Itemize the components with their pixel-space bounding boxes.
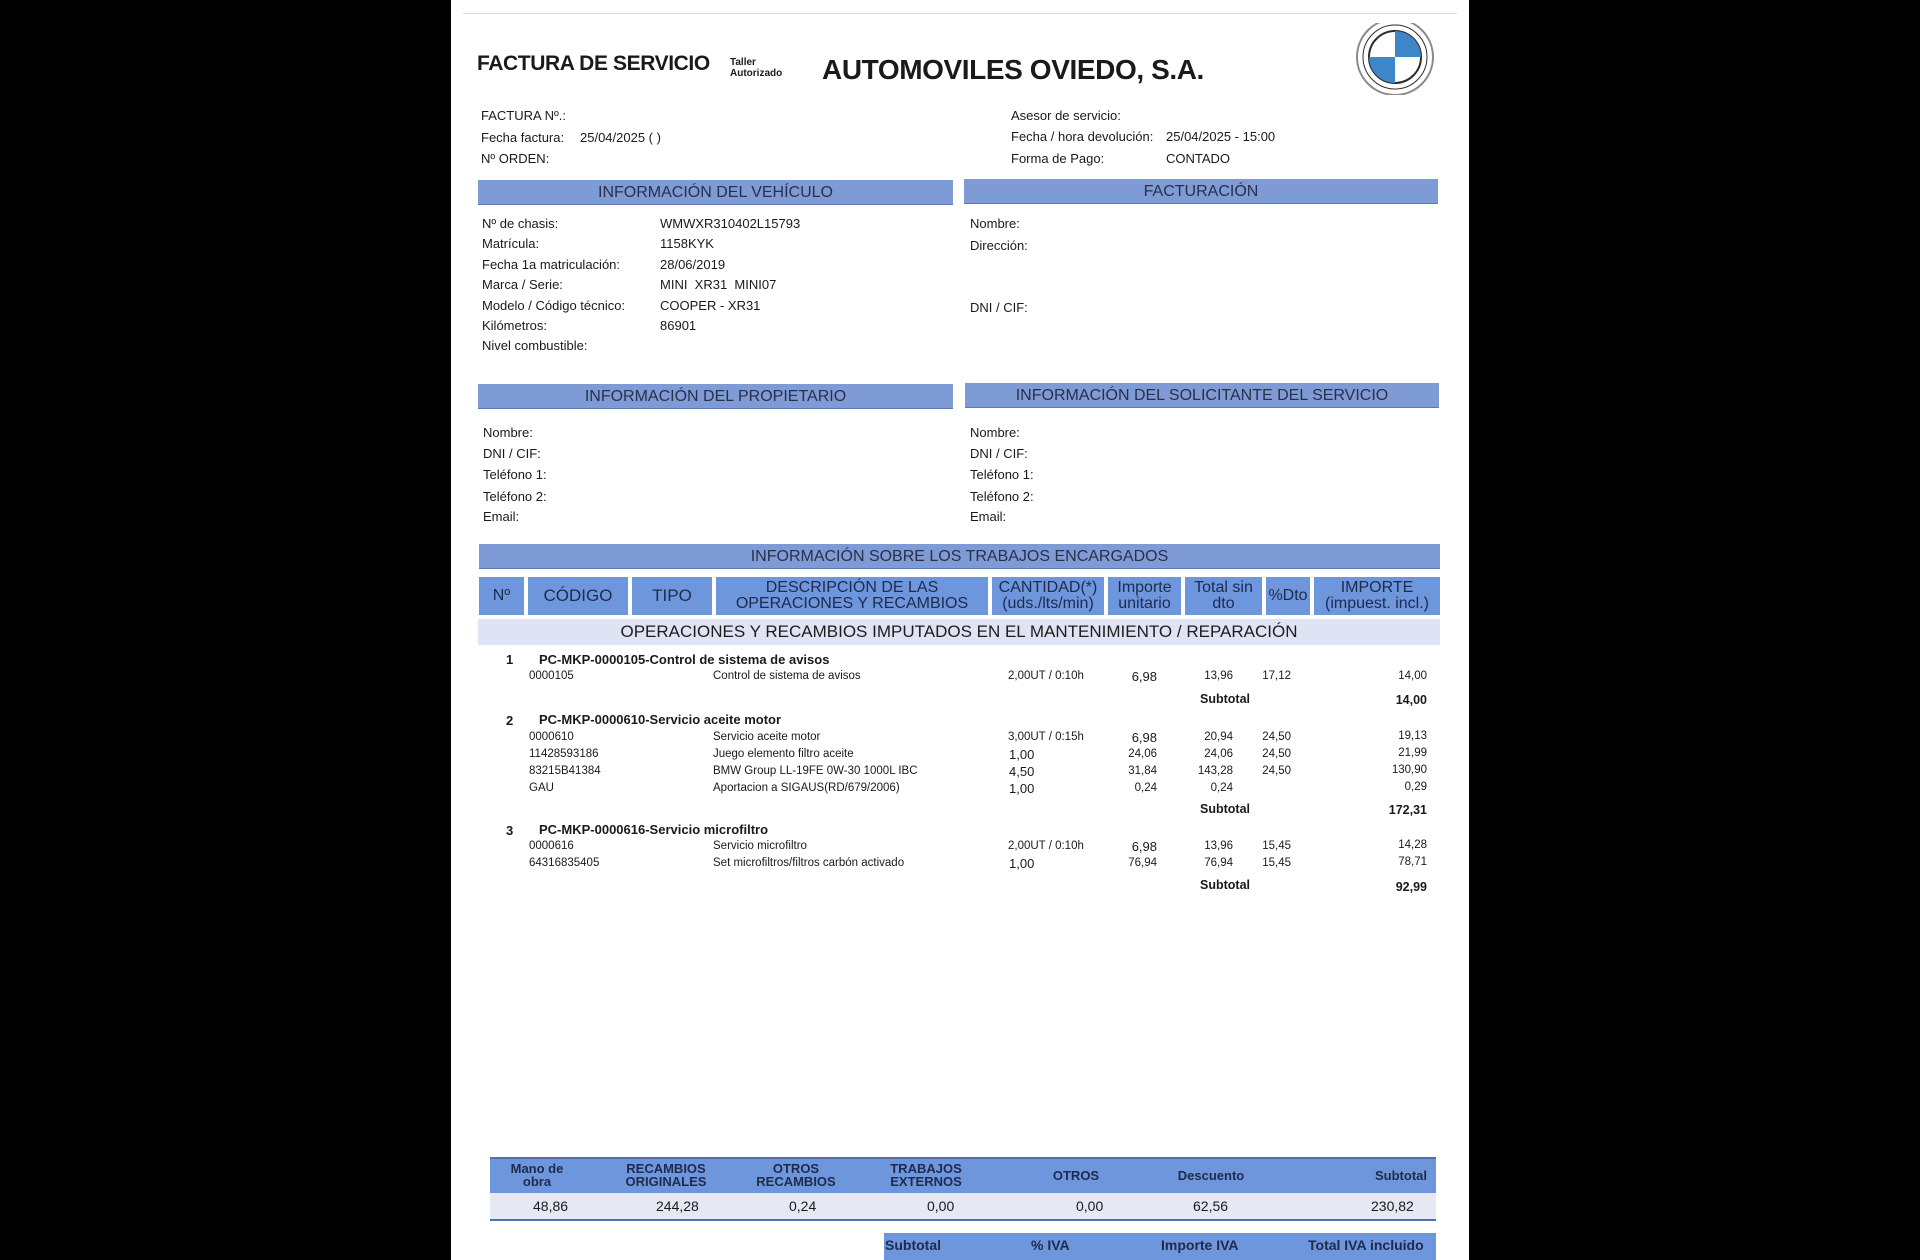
summary-value-descuento: 62,56 xyxy=(1193,1198,1229,1214)
summary-header-recambios xyxy=(611,1157,721,1193)
row-dto: 24,50 xyxy=(1262,731,1291,743)
fecha-factura-label: Fecha factura: xyxy=(481,130,565,145)
col-header-descripcion-line2: OPERACIONES Y RECAMBIOS xyxy=(735,595,969,612)
document-title: FACTURA DE SERVICIO xyxy=(477,52,710,75)
owner-label-email: Email: xyxy=(483,509,520,524)
row-dto: 24,50 xyxy=(1262,748,1291,760)
vehicle-label-marca: Marca / Serie: xyxy=(482,277,563,292)
summary-value-subtotal: 230,82 xyxy=(1371,1198,1414,1214)
vehicle-label-modelo: Modelo / Código técnico: xyxy=(482,298,626,313)
row-unit: 6,98 xyxy=(1131,839,1157,854)
vehicle-label-chasis: Nº de chasis: xyxy=(482,216,559,231)
summary-header-mano-line2: obra xyxy=(522,1174,552,1189)
factura-number-label: FACTURA Nº.: xyxy=(481,108,566,123)
row-desc: Servicio microfiltro xyxy=(713,840,807,852)
group-title: PC-MKP-0000610-Servicio aceite motor xyxy=(539,712,782,727)
col-header-total-sin-dto xyxy=(1185,577,1262,615)
col-header-total-line2: dto xyxy=(1212,595,1235,612)
row-desc: Servicio aceite motor xyxy=(713,731,821,743)
row-importe: 19,13 xyxy=(1398,730,1427,742)
fecha-factura-value: 25/04/2025 ( ) xyxy=(580,130,661,145)
row-desc: Control de sistema de avisos xyxy=(713,670,861,682)
row-code: 64316835405 xyxy=(529,857,600,869)
row-dto: 24,50 xyxy=(1262,765,1291,777)
row-qty: 1,00 xyxy=(1009,747,1035,762)
row-dto: 15,45 xyxy=(1262,857,1291,869)
col-header-cantidad xyxy=(992,577,1104,615)
row-unit: 24,06 xyxy=(1128,748,1157,760)
row-importe: 14,28 xyxy=(1398,839,1427,851)
group-title: PC-MKP-0000105-Control de sistema de avisos xyxy=(539,652,830,667)
col-header-importe-unitario-line2: unitario xyxy=(1118,595,1171,612)
summary-header-mano-obra xyxy=(496,1157,578,1193)
summary-header-trabajos-line2: EXTERNOS xyxy=(890,1174,962,1189)
col-header-importe-unitario xyxy=(1108,577,1181,615)
row-importe: 21,99 xyxy=(1398,747,1427,759)
col-header-cantidad-line1: CANTIDAD(*) xyxy=(998,579,1098,596)
group-number: 1 xyxy=(506,652,514,667)
row-total: 13,96 xyxy=(1204,840,1233,852)
col-header-codigo: CÓDIGO xyxy=(528,577,628,615)
row-code: 0000105 xyxy=(529,670,574,682)
row-unit: 6,98 xyxy=(1131,730,1157,745)
row-total: 0,24 xyxy=(1210,782,1233,794)
row-code: 11428593186 xyxy=(529,748,599,760)
summary-value-mano-obra: 48,86 xyxy=(533,1198,569,1214)
row-desc: Juego elemento filtro aceite xyxy=(713,748,854,760)
pago-label: Forma de Pago: xyxy=(1011,151,1105,166)
group-number: 3 xyxy=(506,823,514,838)
requester-label-telefono2: Teléfono 2: xyxy=(970,489,1034,504)
row-dto: 17,12 xyxy=(1262,670,1291,682)
col-header-importe-line2: (impuest. incl.) xyxy=(1324,595,1430,612)
summary-header-recambios-line1: RECAMBIOS xyxy=(626,1161,706,1176)
vehicle-value-matricula: 1158KYK xyxy=(660,236,714,251)
col-header-importe-line1: IMPORTE xyxy=(1340,579,1414,596)
row-qty: 1,00 xyxy=(1009,781,1035,796)
row-unit: 31,84 xyxy=(1128,765,1157,777)
summary-header-descuento: Descuento xyxy=(1177,1167,1245,1183)
summary-header-mano-line1: Mano de xyxy=(510,1161,564,1176)
iva-header-importe: Importe IVA xyxy=(1161,1237,1239,1253)
subtotal-label: Subtotal xyxy=(1200,802,1250,816)
subtotal-label: Subtotal xyxy=(1200,692,1250,706)
requester-label-email: Email: xyxy=(970,509,1007,524)
billing-nombre-label: Nombre: xyxy=(970,216,1020,231)
row-dto: 15,45 xyxy=(1262,840,1291,852)
summary-header-otros-recambios xyxy=(746,1157,846,1193)
row-code: 0000616 xyxy=(529,840,574,852)
vehicle-label-matricula: Matrícula: xyxy=(482,236,540,251)
owner-band: INFORMACIÓN DEL PROPIETARIO xyxy=(478,384,953,409)
vehicle-value-fecha-matriculacion: 28/06/2019 xyxy=(660,257,726,272)
vehicle-value-modelo: COOPER - XR31 xyxy=(660,298,761,313)
col-header-descripcion xyxy=(716,577,988,615)
owner-label-nombre: Nombre: xyxy=(483,425,533,440)
taller-line-1: Taller xyxy=(730,57,756,68)
summary-header-otros: OTROS xyxy=(1052,1167,1100,1183)
devolucion-value: 25/04/2025 - 15:00 xyxy=(1166,129,1276,144)
vehicle-value-kilometros: 86901 xyxy=(660,318,697,333)
requester-label-telefono1: Teléfono 1: xyxy=(970,467,1034,482)
row-total: 76,94 xyxy=(1204,857,1233,869)
row-qty: 2,00UT / 0:10h xyxy=(1008,840,1084,852)
row-qty: 3,00UT / 0:15h xyxy=(1008,731,1084,743)
subtotal-label: Subtotal xyxy=(1200,878,1250,892)
col-header-total-line1: Total sin xyxy=(1194,579,1253,596)
row-total: 143,28 xyxy=(1197,765,1233,777)
works-band: INFORMACIÓN SOBRE LOS TRABAJOS ENCARGADOS xyxy=(479,544,1440,569)
group-title: PC-MKP-0000616-Servicio microfiltro xyxy=(539,822,769,837)
operations-subband: OPERACIONES Y RECAMBIOS IMPUTADOS EN EL MANTENIMIENTO / REPARACIÓN xyxy=(478,619,1440,645)
col-header-cantidad-line2: (uds./lts/min) xyxy=(1002,595,1094,612)
row-unit: 6,98 xyxy=(1131,669,1157,684)
summary-header-recambios-line2: ORIGINALES xyxy=(625,1174,707,1189)
summary-values-bar xyxy=(490,1193,1436,1221)
col-header-dto: %Dto xyxy=(1266,577,1310,615)
row-code: GAU xyxy=(529,782,554,794)
col-header-importe-unitario-line1: Importe xyxy=(1117,579,1172,596)
taller-label xyxy=(730,57,782,79)
summary-value-recambios: 244,28 xyxy=(656,1198,699,1214)
row-total: 20,94 xyxy=(1204,731,1233,743)
summary-value-otros: 0,00 xyxy=(1076,1198,1104,1214)
requester-band: INFORMACIÓN DEL SOLICITANTE DEL SERVICIO xyxy=(965,383,1439,408)
summary-header-trabajos xyxy=(876,1157,976,1193)
bmw-roundel-icon xyxy=(1355,23,1435,95)
row-unit: 0,24 xyxy=(1134,782,1157,794)
row-qty: 2,00UT / 0:10h xyxy=(1008,670,1084,682)
summary-header-otros-recambios-line1: OTROS xyxy=(772,1161,820,1176)
iva-header-pct: % IVA xyxy=(1031,1237,1070,1253)
vehicle-value-marca: MINI XR31 MINI07 xyxy=(660,277,777,292)
vehicle-label-fecha-matriculacion: Fecha 1a matriculación: xyxy=(482,257,621,272)
billing-direccion-label: Dirección: xyxy=(970,238,1028,253)
row-qty: 1,00 xyxy=(1009,856,1035,871)
summary-value-trabajos: 0,00 xyxy=(927,1198,955,1214)
requester-label-nombre: Nombre: xyxy=(970,425,1020,440)
company-name: AUTOMOVILES OVIEDO, S.A. xyxy=(822,54,1204,85)
pago-value: CONTADO xyxy=(1166,151,1231,166)
owner-label-telefono1: Teléfono 1: xyxy=(483,467,547,482)
owner-label-dni: DNI / CIF: xyxy=(483,446,541,461)
taller-line-2: Autorizado xyxy=(730,68,783,79)
row-unit: 76,94 xyxy=(1128,857,1157,869)
row-code: 83215B41384 xyxy=(529,765,601,777)
iva-header-total: Total IVA incluido xyxy=(1308,1237,1424,1253)
summary-header-trabajos-line1: TRABAJOS xyxy=(890,1161,962,1176)
row-importe: 130,90 xyxy=(1391,764,1427,776)
top-rule xyxy=(463,13,1457,14)
owner-label-telefono2: Teléfono 2: xyxy=(483,489,547,504)
col-header-descripcion-line1: DESCRIPCIÓN DE LAS xyxy=(765,579,939,596)
row-desc: Aportacion a SIGAUS(RD/679/2006) xyxy=(713,782,900,794)
row-code: 0000610 xyxy=(529,731,574,743)
requester-label-dni: DNI / CIF: xyxy=(970,446,1028,461)
orden-label: Nº ORDEN: xyxy=(481,151,550,166)
subtotal-value: 172,31 xyxy=(1388,803,1427,817)
summary-header-otros-recambios-line2: RECAMBIOS xyxy=(756,1174,836,1189)
col-header-importe xyxy=(1314,577,1440,615)
vehicle-label-kilometros: Kilómetros: xyxy=(482,318,548,333)
group-number: 2 xyxy=(506,713,514,728)
row-total: 24,06 xyxy=(1204,748,1233,760)
row-total: 13,96 xyxy=(1204,670,1233,682)
row-desc: BMW Group LL-19FE 0W-30 1000L IBC xyxy=(713,765,918,777)
billing-band: FACTURACIÓN xyxy=(964,179,1438,204)
summary-value-otros-recambios: 0,24 xyxy=(789,1198,817,1214)
row-importe: 78,71 xyxy=(1398,856,1427,868)
row-importe: 0,29 xyxy=(1404,781,1427,793)
col-header-tipo: TIPO xyxy=(632,577,712,615)
row-importe: 14,00 xyxy=(1398,670,1427,682)
devolucion-label: Fecha / hora devolución: xyxy=(1011,129,1154,144)
invoice-page xyxy=(451,0,1469,1260)
vehicle-band: INFORMACIÓN DEL VEHÍCULO xyxy=(478,180,953,205)
vehicle-value-chasis: WMWXR310402L15793 xyxy=(660,216,801,231)
col-header-n: Nº xyxy=(479,577,524,615)
subtotal-value: 92,99 xyxy=(1395,880,1427,894)
billing-dni-label: DNI / CIF: xyxy=(970,300,1028,315)
row-desc: Set microfiltros/filtros carbón activado xyxy=(713,857,905,869)
iva-header-subtotal: Subtotal xyxy=(885,1237,941,1253)
asesor-label: Asesor de servicio: xyxy=(1011,108,1121,123)
row-qty: 4,50 xyxy=(1009,764,1035,779)
vehicle-label-combustible: Nivel combustible: xyxy=(482,338,588,353)
summary-header-subtotal: Subtotal xyxy=(1375,1167,1427,1183)
subtotal-value: 14,00 xyxy=(1395,693,1427,707)
